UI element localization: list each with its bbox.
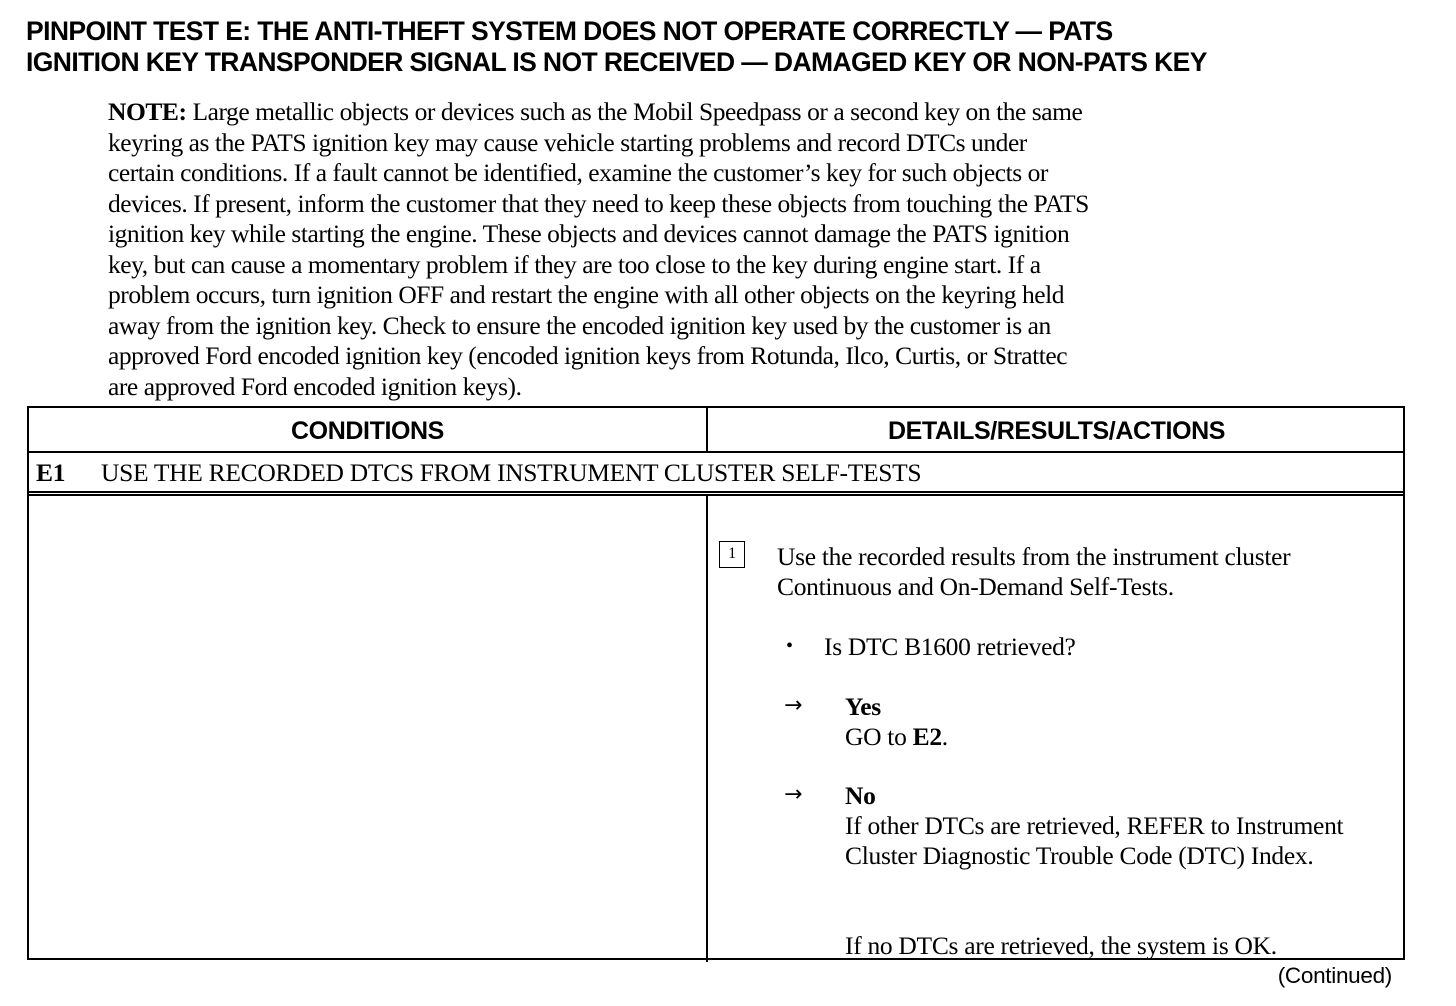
step-id: E1 — [36, 458, 66, 487]
arrow-right-icon: → — [784, 782, 803, 807]
note-line-6: key, but can cause a momentary problem if they are too close to the key during engine start. If a — [108, 249, 1041, 279]
note-line-9: approved Ford encoded ignition key (encoded ignition keys from Rotunda, Ilco, Curtis, or Strattec — [108, 341, 1068, 370]
answer-no-extra: If no DTCs are retrieved, the system is OK. — [845, 931, 1277, 960]
table-header-row — [29, 408, 1403, 453]
answer-no-title: No — [845, 781, 876, 810]
continued-label: (Continued) — [1277, 963, 1392, 988]
note-line-2: keyring as the PATS ignition key may cause vehicle starting problems and record DTCs under — [108, 127, 1027, 157]
note-paragraph — [108, 97, 1338, 402]
note-label: NOTE: — [108, 97, 187, 126]
note-line-8: away from the ignition key. Check to ensure the encoded ignition key used by the customer is an — [108, 310, 1051, 340]
note-line-10: are approved Ford encoded ignition keys). — [108, 371, 522, 401]
details-cell — [708, 496, 1403, 960]
conditions-header: CONDITIONS — [291, 417, 444, 445]
answer-yes-title: Yes — [845, 692, 881, 721]
heading-line-1: PINPOINT TEST E: THE ANTI-THEFT SYSTEM DOES NOT OPERATE CORRECTLY — PATS — [26, 16, 1113, 46]
answer-yes-prefix: GO to — [845, 722, 913, 751]
note-line-1 — [108, 97, 1338, 128]
pinpoint-test-heading — [26, 16, 1441, 78]
note-line-4: devices. If present, inform the customer that they need to keep these objects from touching the PATS — [108, 188, 1089, 218]
arrow-right-icon: → — [784, 693, 803, 718]
answer-yes-ref: E2 — [912, 722, 942, 751]
step-number-box: 1 — [719, 541, 745, 568]
question-text: Is DTC B1600 retrieved? — [824, 632, 1076, 661]
answer-yes-body — [845, 722, 1405, 752]
pinpoint-table — [27, 406, 1405, 960]
action-text: Use the recorded results from the instrument cluster Continuous and On-Demand Self-Tests. — [777, 542, 1291, 601]
note-text-1: Large metallic objects or devices such as the Mobil Speedpass or a second key on the same — [192, 97, 1083, 126]
answer-yes-suffix: . — [941, 722, 948, 751]
answer-no — [845, 781, 1405, 871]
column-divider — [706, 408, 708, 453]
details-header: DETAILS/RESULTS/ACTIONS — [887, 417, 1226, 445]
note-line-3: certain conditions. If a fault cannot be identified, examine the customer’s key for such objects or — [108, 158, 1048, 187]
note-line-5: ignition key while starting the engine. These objects and devices cannot damage the PATS ignition — [108, 219, 1070, 248]
step-title-row — [29, 453, 1403, 496]
bullet-icon: • — [786, 635, 793, 657]
answer-no-body: If other DTCs are retrieved, REFER to Instrument Cluster Diagnostic Trouble Code (DTC) Index. — [845, 811, 1344, 870]
step-title: USE THE RECORDED DTCS FROM INSTRUMENT CLUSTER SELF-TESTS — [101, 458, 922, 487]
heading-line-2: IGNITION KEY TRANSPONDER SIGNAL IS NOT RECEIVED — DAMAGED KEY OR NON-PATS KEY — [26, 47, 1207, 77]
note-line-7: problem occurs, turn ignition OFF and restart the engine with all other objects on the keyring held — [108, 280, 1065, 309]
answer-yes — [845, 692, 1405, 752]
